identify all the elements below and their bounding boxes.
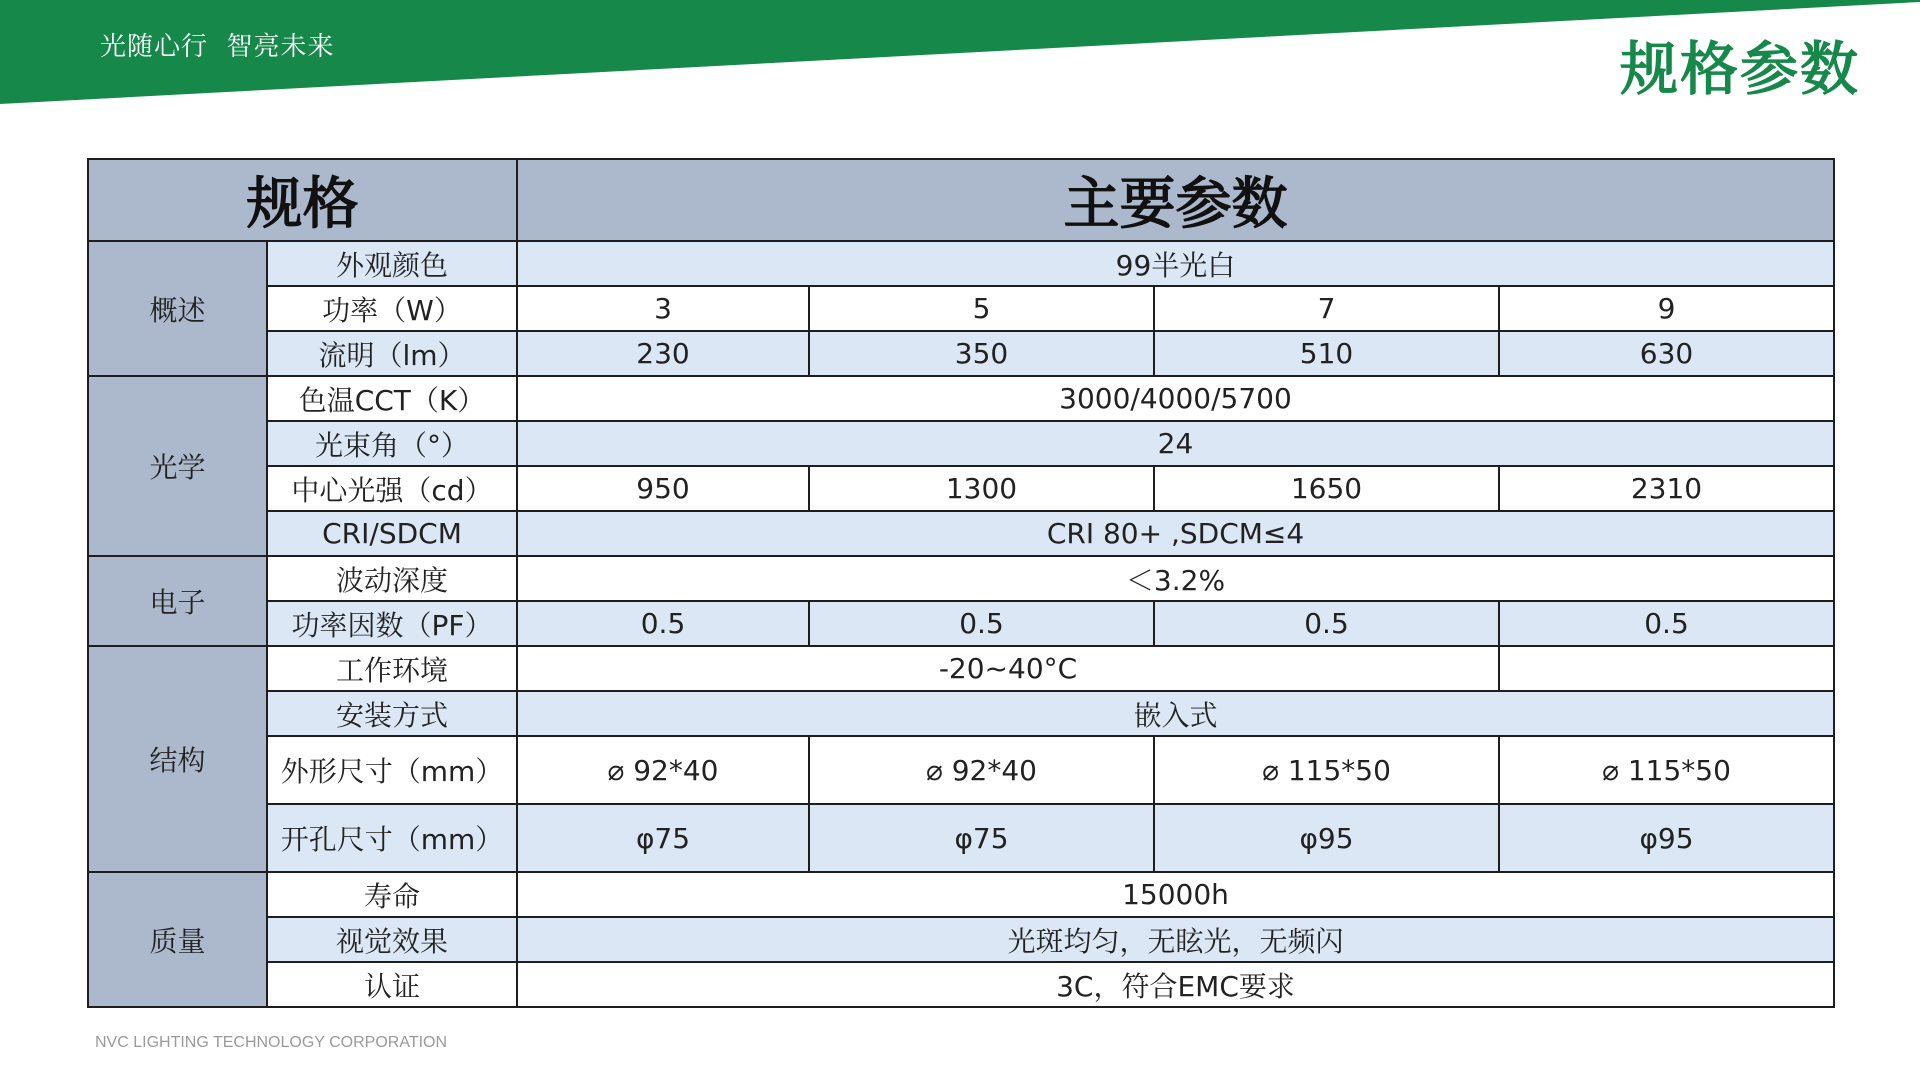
- param-label: 功率因数（PF）: [267, 601, 517, 646]
- table-row: [88, 962, 1834, 1007]
- param-value: 0.5: [809, 601, 1154, 646]
- param-value: 光斑均匀，无眩光，无频闪: [517, 917, 1834, 962]
- table-row: [88, 241, 1834, 286]
- param-value: ＜3.2%: [517, 556, 1834, 601]
- table-row: [88, 556, 1834, 601]
- slogan: 光随心行 智亮未来: [100, 32, 335, 62]
- param-label: 流明（lm）: [267, 331, 517, 376]
- category-electronics: 电子: [88, 556, 267, 646]
- param-label: 认证: [267, 962, 517, 1007]
- header-params: 主要参数: [517, 159, 1834, 241]
- table-row: [88, 331, 1834, 376]
- table-row: [88, 286, 1834, 331]
- header-spec: 规格: [88, 159, 517, 241]
- param-value: 3C，符合EMC要求: [517, 962, 1834, 1007]
- param-label: 安装方式: [267, 691, 517, 736]
- param-value: 2310: [1499, 466, 1834, 511]
- param-value: 230: [517, 331, 809, 376]
- param-value: 0.5: [1499, 601, 1834, 646]
- param-value: 5: [809, 286, 1154, 331]
- param-value: 9: [1499, 286, 1834, 331]
- param-label: 中心光强（cd）: [267, 466, 517, 511]
- param-value: 510: [1154, 331, 1499, 376]
- param-value: φ75: [809, 804, 1154, 872]
- param-label: 色温CCT（K）: [267, 376, 517, 421]
- category-optics: 光学: [88, 376, 267, 556]
- table-row: [88, 601, 1834, 646]
- param-label: 工作环境: [267, 646, 517, 691]
- param-value: φ95: [1499, 804, 1834, 872]
- param-value: 1300: [809, 466, 1154, 511]
- param-value: 0.5: [517, 601, 809, 646]
- param-value: ⌀ 92*40: [517, 736, 809, 804]
- param-value: ⌀ 115*50: [1499, 736, 1834, 804]
- table-row: [88, 466, 1834, 511]
- footer-company: NVC LIGHTING TECHNOLOGY CORPORATION: [95, 1034, 448, 1051]
- param-label: 寿命: [267, 872, 517, 917]
- param-value: 350: [809, 331, 1154, 376]
- param-value: φ95: [1154, 804, 1499, 872]
- param-label: 外观颜色: [267, 241, 517, 286]
- table-row: [88, 421, 1834, 466]
- param-label: 视觉效果: [267, 917, 517, 962]
- param-value: 99半光白: [517, 241, 1834, 286]
- table-header-row: [88, 159, 1834, 241]
- spec-table: [87, 158, 1835, 1008]
- param-label: 开孔尺寸（mm）: [267, 804, 517, 872]
- param-label: 光束角（°）: [267, 421, 517, 466]
- param-label: 波动深度: [267, 556, 517, 601]
- param-value: ⌀ 115*50: [1154, 736, 1499, 804]
- param-label: 功率（W）: [267, 286, 517, 331]
- category-quality: 质量: [88, 872, 267, 1007]
- param-value-empty: [1499, 646, 1834, 691]
- param-value: 630: [1499, 331, 1834, 376]
- param-value: 0.5: [1154, 601, 1499, 646]
- param-value: -20~40°C: [517, 646, 1499, 691]
- param-label: CRI/SDCM: [267, 511, 517, 556]
- page-title: 规格参数: [1619, 35, 1860, 103]
- param-value: 3000/4000/5700: [517, 376, 1834, 421]
- category-overview: 概述: [88, 241, 267, 376]
- param-value: 1650: [1154, 466, 1499, 511]
- param-value: 15000h: [517, 872, 1834, 917]
- table-row: [88, 511, 1834, 556]
- param-label: 外形尺寸（mm）: [267, 736, 517, 804]
- param-value: 950: [517, 466, 809, 511]
- table-row: [88, 646, 1834, 691]
- table-row: [88, 917, 1834, 962]
- param-value: 24: [517, 421, 1834, 466]
- table-row: [88, 736, 1834, 804]
- param-value: ⌀ 92*40: [809, 736, 1154, 804]
- param-value: CRI 80+ ,SDCM≤4: [517, 511, 1834, 556]
- table-row: [88, 376, 1834, 421]
- param-value: 嵌入式: [517, 691, 1834, 736]
- param-value: φ75: [517, 804, 809, 872]
- category-structure: 结构: [88, 646, 267, 872]
- param-value: 7: [1154, 286, 1499, 331]
- table-row: [88, 872, 1834, 917]
- table-row: [88, 691, 1834, 736]
- param-value: 3: [517, 286, 809, 331]
- table-row: [88, 804, 1834, 872]
